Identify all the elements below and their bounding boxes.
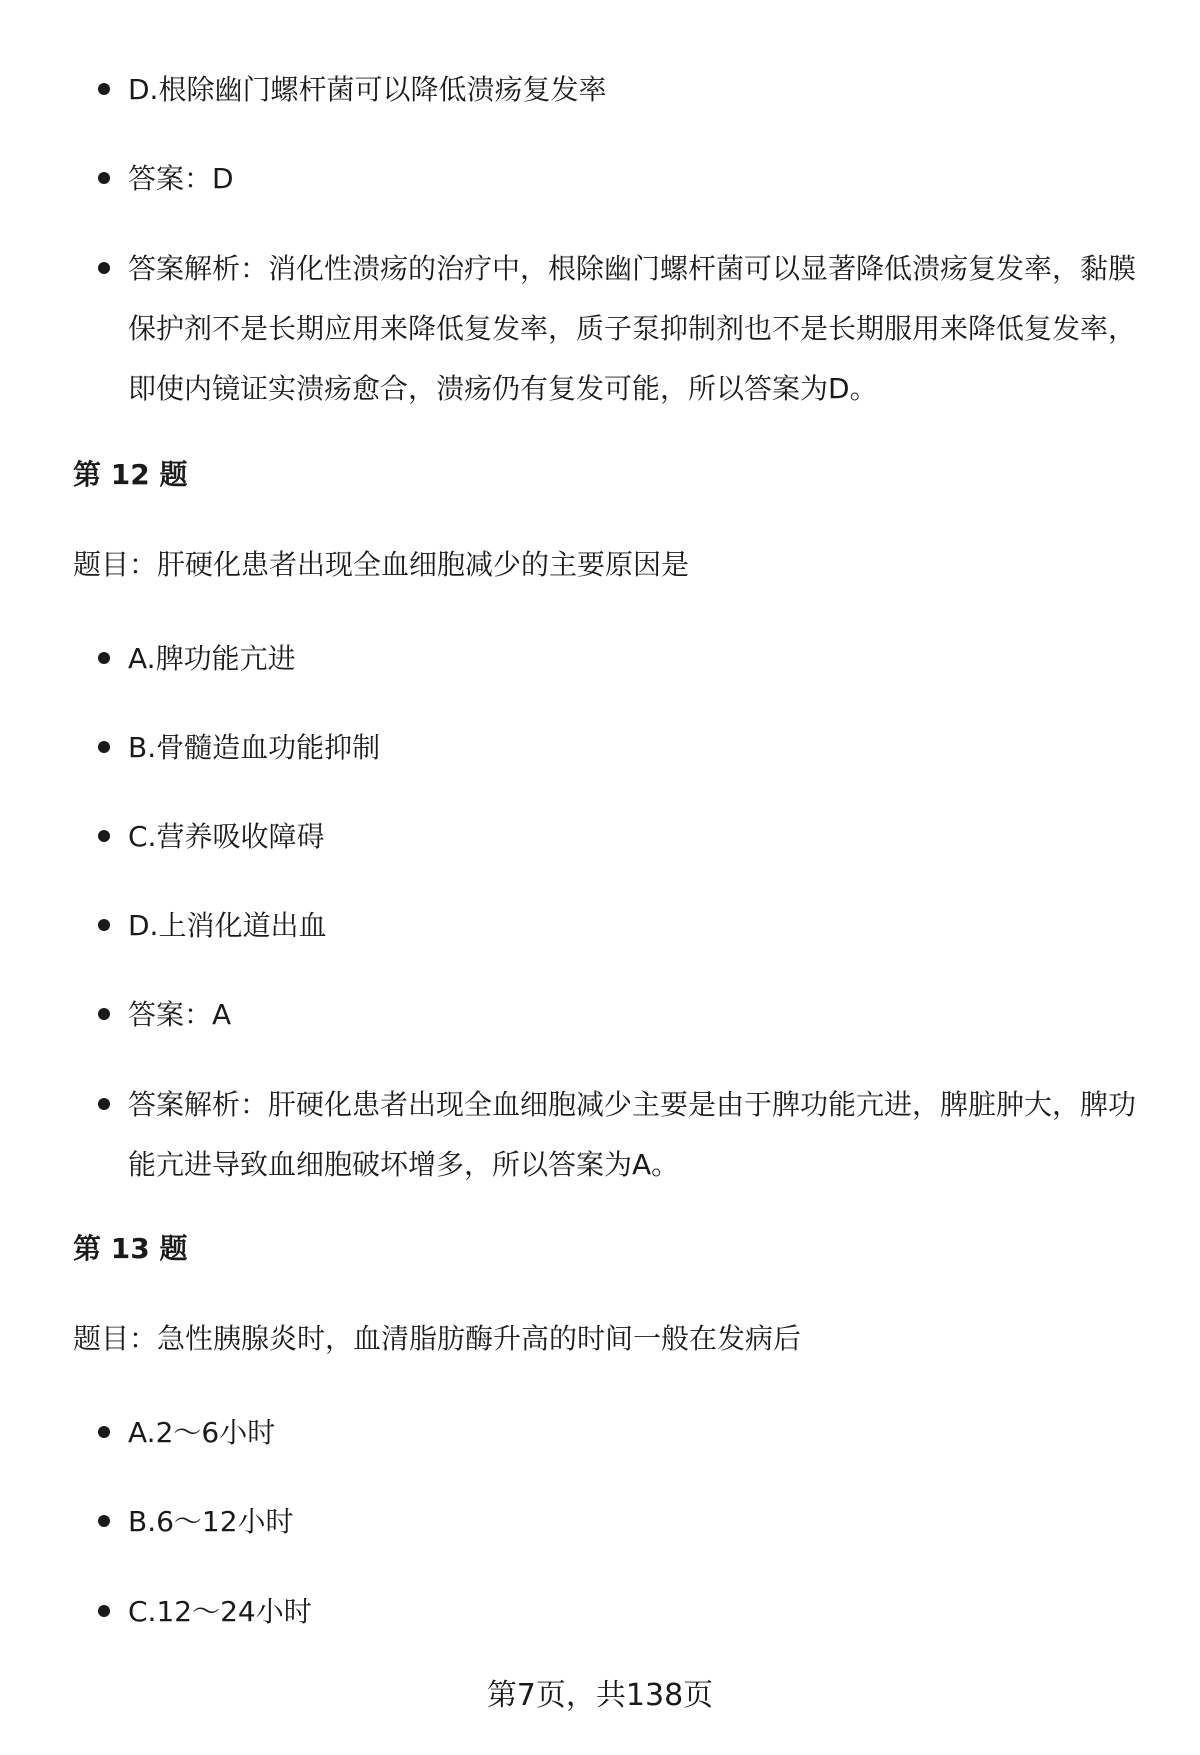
bullet-icon: [98, 1605, 110, 1617]
bullet-icon: [98, 172, 110, 184]
q12-explanation: 答案解析：肝硬化患者出现全血细胞减少主要是由于脾功能亢进，脾脏肿大，脾功能亢进导致血细胞破坏增多，所以答案为A。: [128, 1088, 1137, 1181]
bullet-icon: [98, 652, 110, 664]
bullet-icon: [98, 830, 110, 842]
q12-option-a: A.脾功能亢进: [128, 642, 296, 675]
bullet-icon: [98, 83, 110, 95]
bullet-icon: [98, 1426, 110, 1438]
bullet-icon: [98, 919, 110, 931]
q12-option-c: C.营养吸收障碍: [128, 820, 325, 853]
q11-option-d: D.根除幽门螺杆菌可以降低溃疡复发率: [128, 73, 607, 106]
q12-answer: 答案：A: [128, 998, 232, 1031]
q12-option-b: B.骨髓造血功能抑制: [128, 731, 381, 764]
bullet-icon: [98, 262, 110, 274]
q13-option-a: A.2～6小时: [128, 1416, 276, 1449]
bullet-icon: [98, 1098, 110, 1110]
q13-option-c: C.12～24小时: [128, 1595, 312, 1628]
page-number-footer: 第7页，共138页: [486, 1678, 714, 1713]
q12-option-d: D.上消化道出血: [128, 909, 327, 942]
q13-option-b: B.6～12小时: [128, 1505, 294, 1538]
q13-question: 题目：急性胰腺炎时，血清脂肪酶升高的时间一般在发病后: [73, 1322, 802, 1355]
bullet-icon: [98, 1515, 110, 1527]
bullet-icon: [98, 741, 110, 753]
q13-heading: 第 13 题: [73, 1232, 188, 1265]
q11-explanation: 答案解析：消化性溃疡的治疗中，根除幽门螺杆菌可以显著降低溃疡复发率，黏膜保护剂不是长期应用来降低复发率，质子泵抑制剂也不是长期服用来降低复发率，即使内镜证实溃疡愈合，溃疡仍有复发可能，所以答案为D。: [128, 252, 1137, 405]
q11-answer: 答案：D: [128, 162, 234, 195]
q12-heading: 第 12 题: [73, 458, 188, 491]
q12-question: 题目：肝硬化患者出现全血细胞减少的主要原因是: [73, 548, 690, 581]
bullet-icon: [98, 1008, 110, 1020]
